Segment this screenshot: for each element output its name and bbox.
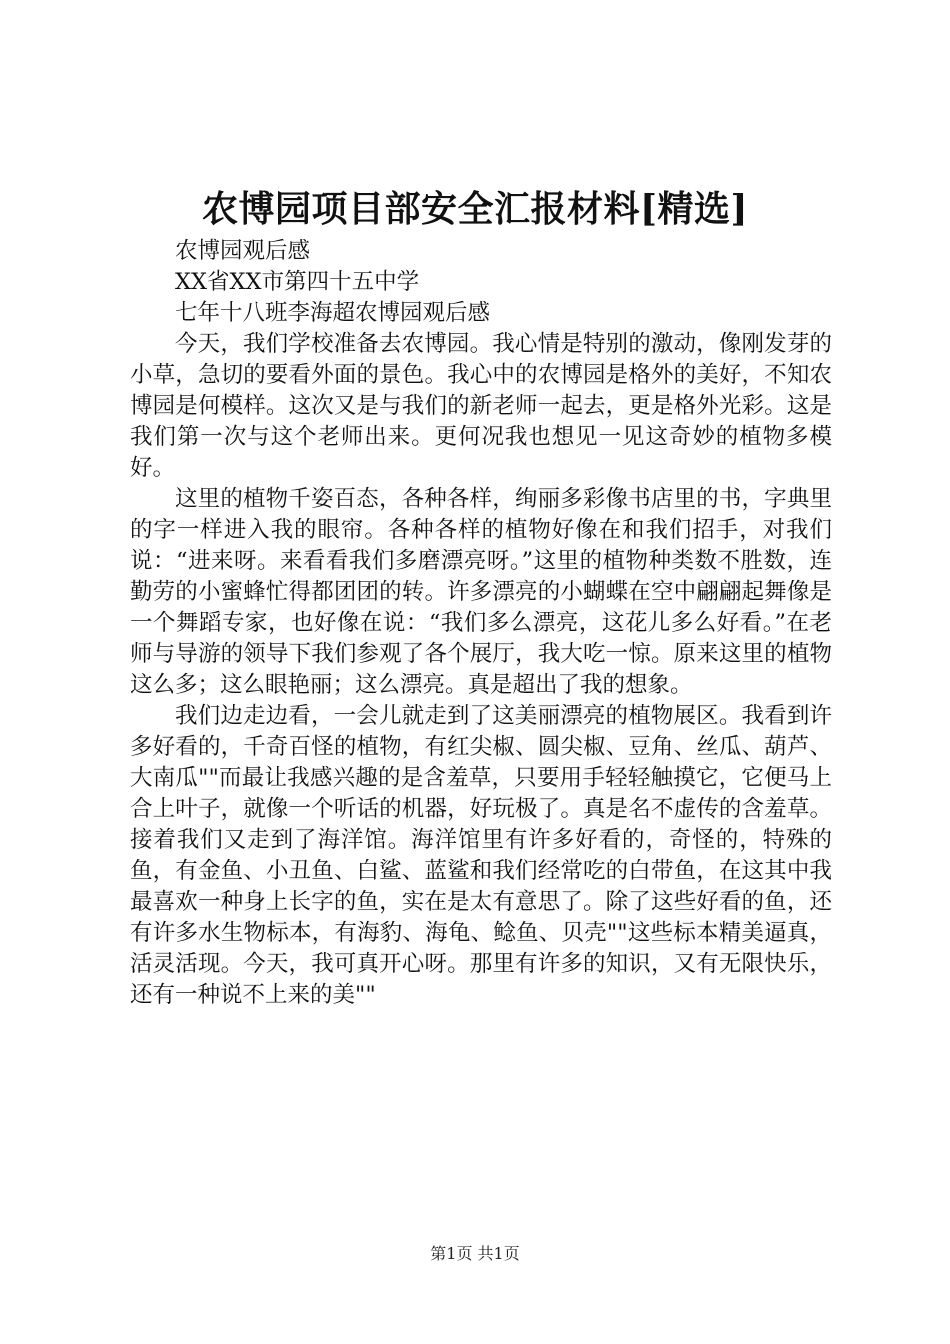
document-title: 农博园项目部安全汇报材料[精选] [201, 188, 749, 230]
page-footer: 第1页 共1页 [430, 1244, 520, 1263]
paragraph: 这里的植物千姿百态，各种各样，绚丽多彩像书店里的书，字典里的字一样进入我的眼帘。各种各样的植物好像在和我们招手，对我们说：“进来呀。来看看我们多磨漂亮呀。”这里的植物种类数不胜数，连勤劳的小蜜蜂忙得都团团的转。许多漂亮的小蝴蝶在空中翩翩起舞像是一个舞蹈专家，也好像在说：“我们多么漂亮，这花儿多么好看。”在老师与导游的领导下我们参观了各个展厅，我大吃一惊。原来这里的植物这么多；这么眼艳丽；这么漂亮。真是超出了我的想象。 [130, 486, 832, 698]
paragraph-subtitle: 农博园观后感 [175, 238, 311, 264]
paragraph: 今天，我们学校准备去农博园。我心情是特别的激动，像刚发芽的小草，急切的要看外面的景色。我心中的农博园是格外的美好，不知农博园是何模样。这次又是与我们的新老师一起去，更是格外光彩。这是我们第一次与这个老师出来。更何况我也想见一见这奇妙的植物多模好。 [130, 331, 832, 481]
paragraph-author: 七年十八班李海超农博园观后感 [175, 300, 491, 326]
paragraph-school: XX省XX市第四十五中学 [175, 269, 420, 295]
document-body [130, 236, 832, 1011]
paragraph: 我们边走边看，一会儿就走到了这美丽漂亮的植物展区。我看到许多好看的，千奇百怪的植物，有红尖椒、圆尖椒、豆角、丝瓜、葫芦、大南瓜""而最让我感兴趣的是含羞草，只要用手轻轻触摸它，它便马上合上叶子，就像一个听话的机器，好玩极了。真是名不虚传的含羞草。接着我们又走到了海洋馆。海洋馆里有许多好看的，奇怪的，特殊的鱼，有金鱼、小丑鱼、白鲨、蓝鲨和我们经常吃的白带鱼，在这其中我最喜欢一种身上长字的鱼，实在是太有意思了。除了这些好看的鱼，还有许多水生物标本，有海豹、海龟、鲶鱼、贝壳""这些标本精美逼真，活灵活现。今天，我可真开心呀。那里有许多的知识，又有无限快乐，还有一种说不上来的美"" [130, 703, 832, 1008]
